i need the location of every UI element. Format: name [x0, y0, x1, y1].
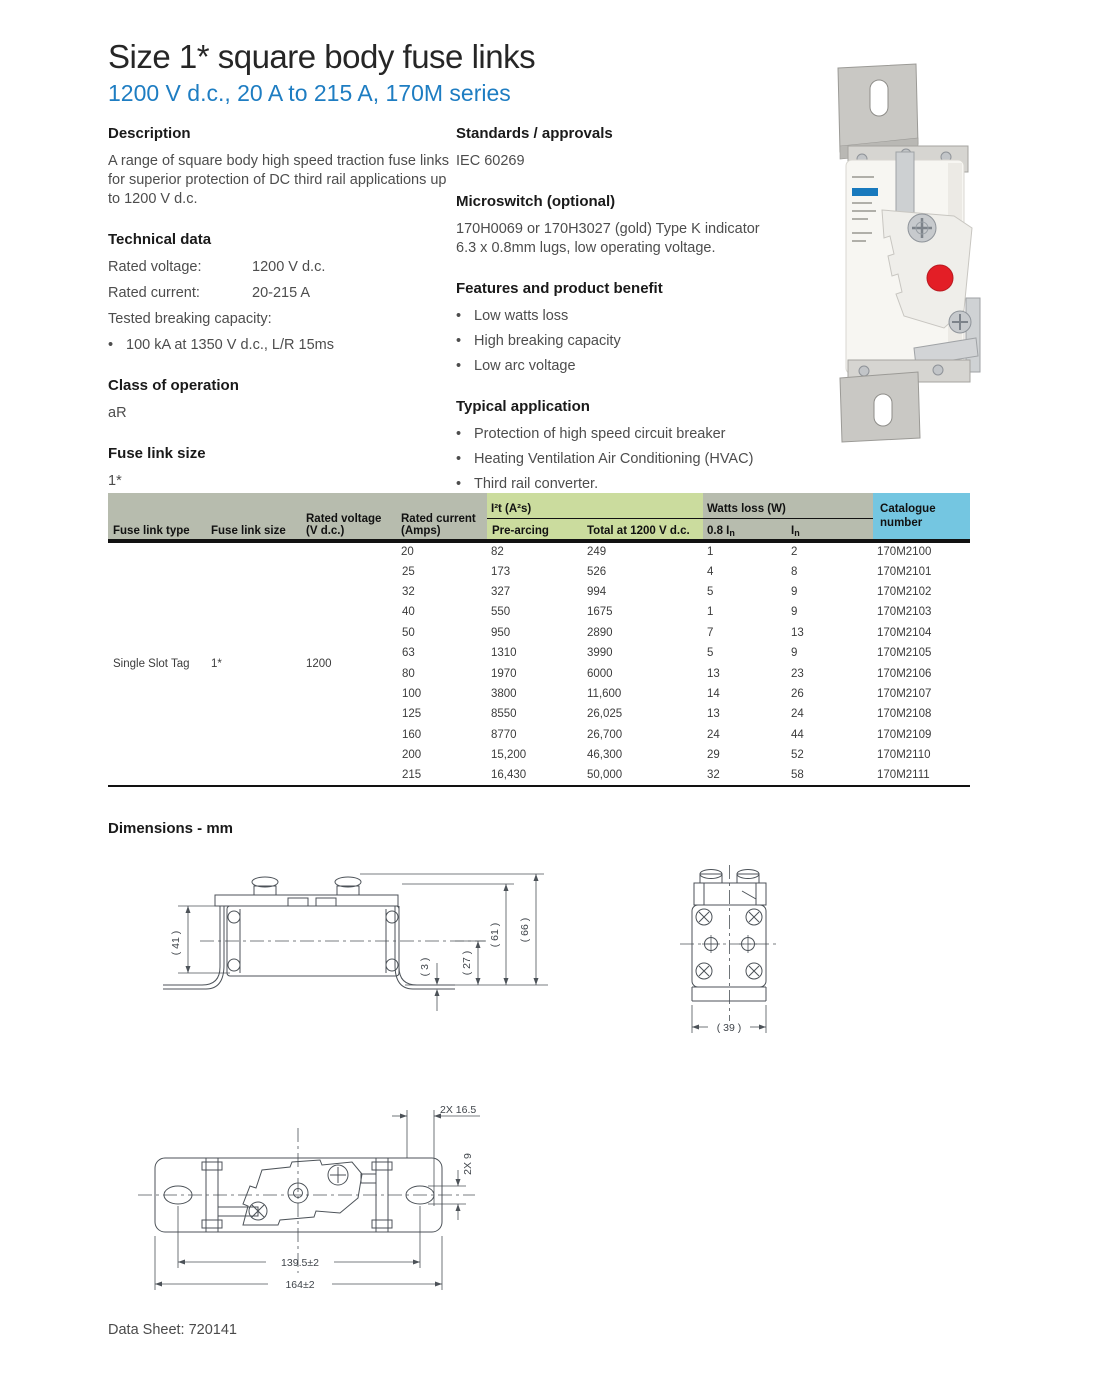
dim-label-41: ( 41 ): [170, 930, 182, 956]
wn-sub: n: [794, 528, 800, 538]
w08-main: 0.8 I: [707, 525, 730, 537]
end-view-geometry: [692, 870, 766, 1002]
microswitch-line2: 6.3 x 0.8mm lugs, low operating voltage.: [456, 240, 716, 256]
rated-voltage-row: [108, 258, 453, 277]
breaking-capacity-text: • 100 kA at 1350 V d.c., L/R 15ms: [126, 337, 334, 353]
cell-total: 994: [587, 585, 607, 598]
col-header-rated-current: [397, 493, 487, 541]
dim-label-39: ( 39 ): [716, 1022, 742, 1034]
product-photo: [818, 60, 1003, 445]
cell-pre-arcing: 327: [491, 585, 511, 598]
standards-value: IEC 60269: [456, 153, 525, 169]
cell-pre-arcing: 8550: [491, 708, 517, 721]
cell-catalogue: 170M2101: [877, 565, 932, 578]
standards-section: [456, 124, 808, 171]
cell-amps: 63: [402, 647, 415, 660]
screw-icon: [908, 214, 936, 242]
cell-watts-in: 58: [791, 768, 804, 781]
col-header-pre-arcing: Pre-arcing: [487, 518, 583, 541]
cell-pre-arcing: 550: [491, 606, 511, 619]
breaking-capacity-label: Tested breaking capacity:: [108, 311, 272, 327]
dim-label-3: ( 3 ): [419, 957, 431, 977]
cell-amps: 40: [402, 606, 415, 619]
cell-catalogue: 170M2106: [877, 667, 932, 680]
rated-voltage-value: 1200 V d.c.: [252, 259, 326, 275]
cell-total: 26,025: [587, 708, 623, 721]
cell-watts-in: 44: [791, 728, 804, 741]
cell-watts-in: 24: [791, 708, 804, 721]
cell-amps: 50: [402, 626, 415, 639]
cell-watts-08in: 5: [707, 647, 714, 660]
col-header-in: [787, 518, 873, 541]
fuse-spec-table: [108, 493, 970, 787]
dim-label-27: ( 27 ): [461, 950, 473, 976]
rated-current-line2: (Amps): [401, 525, 441, 537]
cell-watts-in: 13: [791, 626, 804, 639]
cell-pre-arcing: 173: [491, 565, 511, 578]
screw-icon: [949, 311, 971, 333]
cell-catalogue: 170M2107: [877, 687, 932, 700]
page-subtitle: 1200 V d.c., 20 A to 215 A, 170M series: [108, 80, 511, 106]
cell-watts-in: 2: [791, 546, 798, 559]
cell-pre-arcing: 3800: [491, 687, 517, 700]
cell-watts-in: 9: [791, 585, 798, 598]
col-header-08in: [703, 518, 787, 541]
cell-catalogue: 170M2108: [877, 708, 932, 721]
fuse-size-heading: Fuse link size: [108, 445, 206, 462]
application-item: [456, 450, 808, 469]
cell-watts-08in: 5: [707, 585, 714, 598]
feature-text: • Low watts loss: [474, 308, 569, 324]
cell-catalogue: 170M2110: [877, 749, 931, 762]
cell-amps: 160: [402, 728, 422, 741]
fuse-size-section: [108, 444, 453, 491]
indicator-red-dot: [927, 265, 953, 291]
dim-label-66: ( 66 ): [519, 917, 531, 943]
applications-heading: Typical application: [456, 398, 590, 415]
cell-amps: 200: [402, 749, 422, 762]
cell-amps: 20: [401, 546, 414, 559]
microswitch-heading: Microswitch (optional): [456, 193, 616, 210]
cell-pre-arcing: 15,200: [491, 749, 527, 762]
cell-pre-arcing: 1970: [491, 667, 517, 680]
cell-amps: 100: [402, 687, 422, 700]
side-view-arrowheads: [186, 874, 539, 996]
cell-total: 50,000: [587, 768, 623, 781]
catalogue-line1: Catalogue: [880, 503, 936, 515]
col-header-catalogue: [873, 493, 970, 541]
rated-current-line1: Rated current: [401, 513, 476, 525]
cell-total: 26,700: [587, 728, 623, 741]
cell-amps: 80: [402, 667, 415, 680]
rated-voltage-line1: Rated voltage: [306, 513, 382, 525]
cell-catalogue: 170M2104: [877, 626, 932, 639]
cell-watts-in: 26: [791, 687, 804, 700]
technical-data-heading: Technical data: [108, 231, 212, 248]
left-column: [108, 124, 453, 512]
cell-amps: 32: [402, 585, 415, 598]
microswitch-section: [456, 192, 808, 258]
catalogue-line2: number: [880, 517, 923, 529]
rated-current-value: 20-215 A: [252, 285, 311, 301]
page-title: Size 1* square body fuse links: [108, 38, 536, 75]
dim-label-61: ( 61 ): [489, 922, 501, 948]
features-section: [456, 279, 808, 376]
cell-pre-arcing: 16,430: [491, 768, 527, 781]
feature-text: • High breaking capacity: [474, 333, 621, 349]
cell-amps: 215: [402, 768, 422, 781]
datasheet-number: Data Sheet: 720141: [108, 1322, 237, 1338]
class-heading: Class of operation: [108, 377, 239, 394]
dim-label-1395: 139.5±2: [281, 1257, 319, 1269]
feature-item: [456, 332, 808, 351]
col-header-fuse-link-size: Fuse link size: [207, 493, 302, 541]
cell-watts-08in: 1: [707, 546, 714, 559]
application-item: [456, 475, 808, 494]
cell-catalogue: 170M2103: [877, 606, 932, 619]
cell-pre-arcing: 950: [491, 626, 511, 639]
application-item: [456, 425, 808, 444]
side-view-geometry: [163, 877, 455, 989]
side-view-drawing: [150, 853, 560, 1021]
col-header-rated-voltage: [302, 493, 397, 541]
cell-total: 249: [587, 546, 607, 559]
cell-watts-08in: 13: [707, 708, 720, 721]
cell-watts-in: 52: [791, 749, 804, 762]
cell-amps: 125: [402, 708, 422, 721]
cell-watts-in: 23: [791, 667, 804, 680]
standards-heading: Standards / approvals: [456, 125, 613, 142]
application-text: • Protection of high speed circuit breaker: [474, 426, 726, 442]
cell-watts-08in: 4: [707, 565, 714, 578]
features-heading: Features and product benefit: [456, 280, 663, 297]
cell-watts-08in: 13: [707, 667, 720, 680]
class-section: [108, 376, 453, 423]
cell-total: 2890: [587, 626, 613, 639]
rated-current-row: [108, 284, 453, 303]
top-view-drawing: [130, 1078, 520, 1310]
class-value: aR: [108, 405, 127, 421]
cell-total: 11,600: [587, 687, 622, 700]
bottom-mounting-bracket: [840, 372, 920, 442]
technical-data-section: [108, 230, 453, 355]
table-row: [108, 541, 970, 561]
group-header-i2t: I²t (A²s): [487, 493, 703, 518]
description-body: A range of square body high speed traction fuse links for superior protection of DC third rail applications up to 1200 V d.c.: [108, 153, 449, 207]
breaking-capacity-bullet: [108, 336, 453, 355]
top-mounting-bracket: [838, 64, 918, 159]
application-text: • Heating Ventilation Air Conditioning (HVAC): [474, 451, 754, 467]
end-view-drawing: [672, 853, 822, 1043]
cell-total: 46,300: [587, 749, 623, 762]
group-header-watts-loss: Watts loss (W): [703, 493, 873, 518]
cell-watts-08in: 1: [707, 606, 714, 619]
fuse-table-body: [108, 541, 970, 786]
cell-watts-in: 9: [791, 647, 798, 660]
table-header-row-groups: [108, 493, 970, 518]
fuse-size-value: 1*: [108, 473, 122, 489]
cell-total: 526: [587, 565, 607, 578]
cell-pre-arcing: 1310: [491, 647, 517, 660]
cell-catalogue: 170M2109: [877, 728, 932, 741]
applications-section: [456, 397, 808, 494]
cell-catalogue: 170M2102: [877, 585, 932, 598]
dim-label-2x9: 2X 9: [462, 1153, 474, 1175]
merged-fuse-link-size: 1*: [211, 657, 222, 670]
wn-main: I: [791, 525, 795, 537]
rated-voltage-label: Rated voltage:: [108, 259, 202, 275]
cell-watts-08in: 7: [707, 626, 714, 639]
cell-watts-08in: 14: [707, 687, 720, 700]
cell-total: 1675: [587, 606, 613, 619]
cell-total: 3990: [587, 647, 613, 660]
feature-item: [456, 307, 808, 326]
cell-watts-in: 9: [791, 606, 798, 619]
dim-label-2x165: 2X 16.5: [440, 1104, 477, 1116]
rated-current-label: Rated current:: [108, 285, 200, 301]
dimensions-heading: Dimensions - mm: [108, 820, 234, 837]
microswitch-line1: 170H0069 or 170H3027 (gold) Type K indicator: [456, 221, 760, 237]
feature-text: • Low arc voltage: [474, 358, 576, 374]
description-section: [108, 124, 453, 209]
cell-total: 6000: [587, 667, 613, 680]
cell-watts-08in: 32: [707, 768, 720, 781]
cell-catalogue: 170M2100: [877, 546, 932, 559]
cell-watts-08in: 24: [707, 728, 720, 741]
cell-catalogue: 170M2105: [877, 647, 932, 660]
feature-item: [456, 357, 808, 376]
rated-voltage-line2: (V d.c.): [306, 525, 345, 537]
application-text: • Third rail converter.: [474, 476, 599, 492]
cell-watts-08in: 29: [707, 749, 720, 762]
merged-fuse-link-type: Single Slot Tag: [113, 657, 190, 670]
description-heading: Description: [108, 125, 191, 142]
cell-amps: 25: [402, 565, 415, 578]
col-header-fuse-link-type: Fuse link type: [108, 493, 207, 541]
w08-sub: n: [729, 528, 735, 538]
cell-catalogue: 170M2111: [877, 768, 930, 781]
middle-column: [456, 124, 808, 515]
cell-watts-in: 8: [791, 565, 798, 578]
cell-pre-arcing: 8770: [491, 728, 517, 741]
col-header-total: Total at 1200 V d.c.: [583, 518, 703, 541]
merged-rated-voltage: 1200: [306, 657, 332, 670]
cell-pre-arcing: 82: [491, 546, 504, 559]
dim-label-164: 164±2: [285, 1279, 315, 1291]
